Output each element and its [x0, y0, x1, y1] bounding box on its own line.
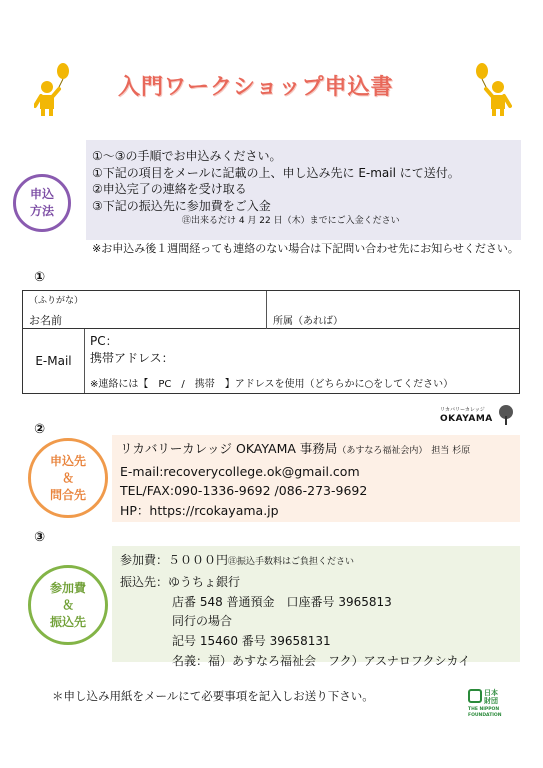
section-number-2: ②: [34, 422, 46, 437]
tree-icon: [496, 404, 516, 426]
affiliation-label: 所属（あれば）: [273, 316, 343, 327]
badge-text: 振込先: [49, 614, 86, 629]
recovery-college-logo: [440, 404, 516, 428]
steps-box: [86, 140, 521, 240]
section-number-3: ③: [34, 530, 46, 545]
account-holder: 名義：福）あすなろ福祉会 フク）アスナロフクシカイ: [172, 653, 471, 668]
method-badge: [13, 174, 71, 232]
name-label: お名前: [29, 314, 62, 327]
logo-small-text: リカバリーカレッジ: [440, 407, 485, 413]
step-line: ②申込完了の連絡を受け取る: [92, 182, 247, 196]
bank-name: 振込先：ゆうちょ銀行: [120, 574, 241, 589]
contact-email[interactable]: E-mail:recoverycollege.ok@gmail.com: [120, 463, 360, 479]
fee-badge: [28, 565, 108, 645]
contact-box: [112, 435, 520, 522]
logo-english: FOUNDATION: [468, 712, 502, 718]
badge-text: ＆: [61, 470, 74, 485]
footer-note: ＊申し込み用紙をメールにて必要事項を記入しお送り下さい。: [52, 689, 374, 703]
email-label: E-Mail: [23, 329, 85, 393]
fee-amount: 参加費：５０００円: [120, 553, 229, 567]
contact-badge: [28, 438, 108, 518]
mobile-address-label: 携帯アドレス：: [90, 351, 174, 365]
person-in-charge: 担当 杉原: [431, 446, 471, 456]
deadline-note: ㊟出来るだけ 4 月 22 日（木）までにご入金ください: [182, 216, 400, 226]
logo-name: OKAYAMA: [440, 414, 493, 424]
nippon-foundation-logo: [466, 683, 510, 725]
balloon-figure-left-icon: [34, 62, 78, 116]
logo-english: THE NIPPON: [468, 707, 500, 712]
fee-note: ㊟振込手数料はご負担ください: [228, 557, 355, 567]
fee-box: [112, 546, 520, 668]
section-number-1: ①: [34, 270, 46, 285]
application-form-table: [22, 290, 520, 394]
org-sub: （あすなろ福祉会内）: [337, 446, 428, 456]
logo-kanji: 日本: [484, 689, 498, 697]
name-row: [23, 291, 519, 329]
foundation-mark-icon: [468, 689, 482, 703]
bank-branch: 店番 548 普通預金 口座番号 3965813: [172, 594, 392, 609]
furigana-label: （ふりがな）: [29, 296, 84, 306]
contact-if-no-reply-note: ※お申込み後１週間経っても連絡のない場合は下記問い合わせ先にお知らせください。: [92, 242, 519, 255]
bank-symbol: 記号 15460 番号 39658131: [172, 634, 331, 649]
step-line: ①～③の手順でお申込みください。: [92, 149, 282, 163]
badge-text: 問合先: [49, 487, 86, 502]
step-line: ③下記の振込先に参加費をご入金: [92, 198, 271, 213]
pc-address-label: PC：: [90, 334, 118, 348]
contact-tel: TEL/FAX:090-1336-9692 /086-273-9692: [120, 483, 368, 498]
same-bank-label: 同行の場合: [172, 614, 233, 629]
badge-text: 申込: [29, 187, 54, 201]
name-cell[interactable]: [23, 291, 267, 329]
step-line: ①下記の項目をメールに記載の上、申し込み先に E-mail にて送付。: [92, 165, 460, 180]
contact-hp[interactable]: HP：https://rcokayama.jp: [120, 502, 279, 518]
logo-kanji: 財団: [484, 697, 498, 705]
org-name: リカバリーカレッジ OKAYAMA 事務局: [120, 441, 338, 456]
badge-text: 参加費: [49, 580, 86, 595]
badge-text: 方法: [29, 204, 54, 218]
badge-text: ＆: [61, 597, 74, 612]
balloon-figure-right-icon: [468, 62, 512, 116]
badge-text: 申込先: [49, 453, 86, 468]
address-choice-note: ※連絡には【 PC / 携帯 】アドレスを使用（どちらかに○をしてください）: [90, 379, 454, 390]
page-title: 入門ワークショップ申込書: [118, 75, 394, 100]
